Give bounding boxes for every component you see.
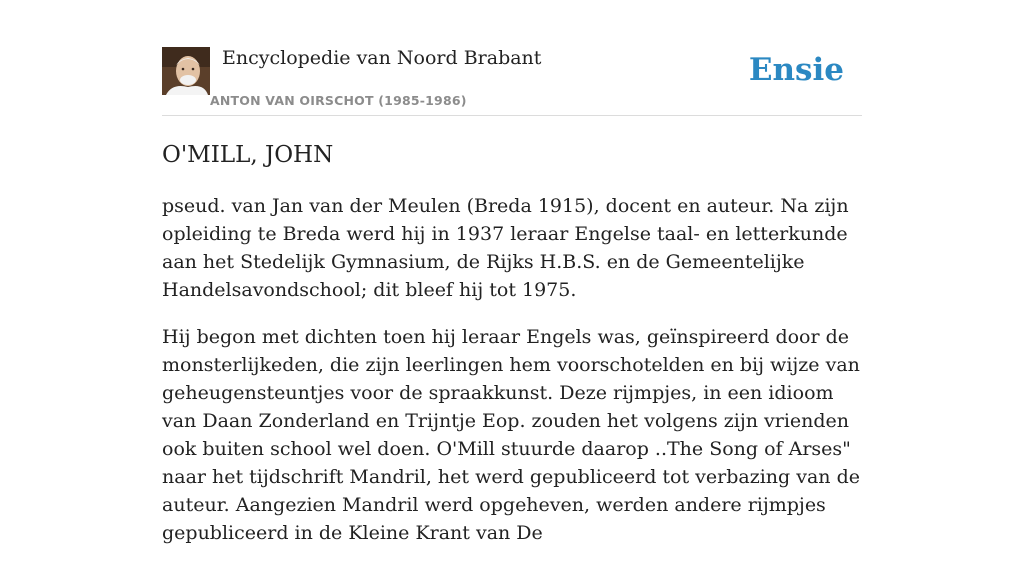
author-portrait-icon: [162, 47, 210, 95]
source-title[interactable]: Encyclopedie van Noord Brabant: [222, 47, 542, 69]
brand-logo[interactable]: Ensie: [748, 52, 844, 88]
article-body: [162, 192, 862, 566]
article-paragraph: pseud. van Jan van der Meulen (Breda 1915), docent en auteur. Na zijn opleiding te Breda werd hij in 1937 leraar Engelse taal- en letterkunde aan het Stedelijk Gymnasium, de Rijks H.B.S. en de Gemeentelijke Handelsavondschool; dit bleef hij tot 1975.: [162, 195, 849, 301]
source-author[interactable]: ANTON VAN OIRSCHOT (1985-1986): [210, 93, 467, 108]
article-paragraph: Hij begon met dichten toen hij leraar Engels was, geïnspireerd door de monsterlijkeden, die zijn leerlingen hem voorschotelden en bij wijze van geheugensteuntjes voor de spraakkunst. Deze rijmpjes, in een idioom van Daan Zonderland en Trijntje Eop. zouden het volgens zijn vrienden ook buiten school wel doen. O'Mill stuurde daarop ..The Song of Arses" naar het tijdschrift Mandril, het werd gepubliceerd tot verbazing van de auteur. Aangezien Mandril werd opgeheven, werden andere rijmpjes gepubliceerd in de Kleine Krant van De: [162, 326, 860, 544]
article-title: O'MILL, JOHN: [162, 142, 334, 168]
author-avatar: [162, 47, 210, 95]
source-header: [162, 44, 862, 116]
